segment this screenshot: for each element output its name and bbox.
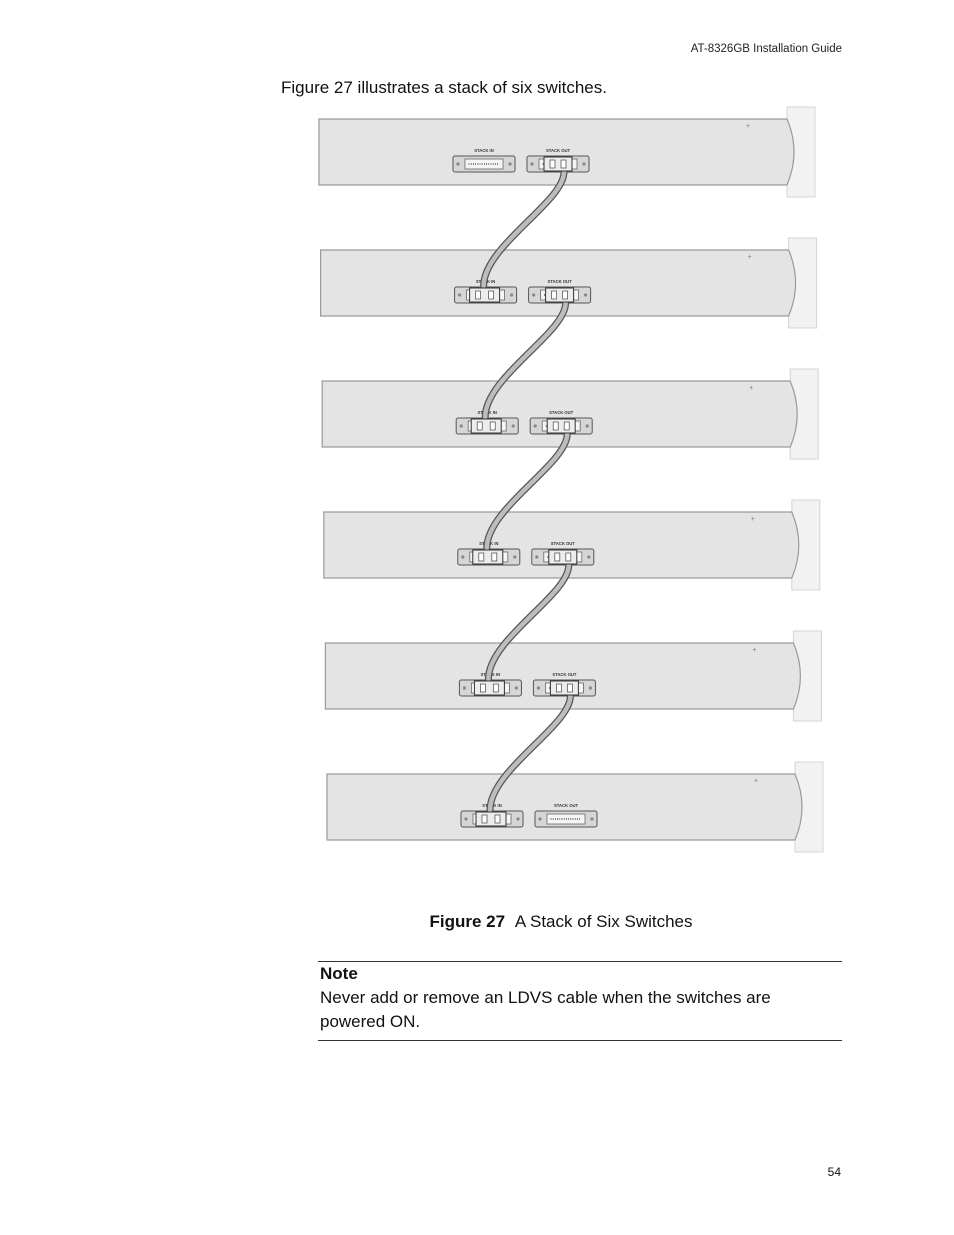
port-screw	[587, 555, 590, 558]
stack-out-label: STACK OUT	[547, 279, 572, 284]
stack-in-label: STACK IN	[474, 148, 494, 153]
port-screw	[512, 424, 515, 427]
port-screw	[513, 555, 516, 558]
cable-plug-in	[473, 550, 503, 564]
cable-plug-out	[546, 288, 574, 302]
port-screw	[458, 293, 461, 296]
switch-2	[321, 238, 817, 328]
port-screw	[456, 162, 459, 165]
switch-4	[324, 500, 820, 590]
stack-out-label: STACK OUT	[553, 803, 579, 808]
port-screw	[460, 424, 463, 427]
screw-mark: +	[746, 123, 751, 130]
note-box	[318, 961, 842, 1041]
screw-mark: +	[752, 647, 757, 654]
port-screw	[464, 817, 467, 820]
port-screw	[463, 686, 466, 689]
note-title: Note	[320, 964, 358, 983]
cable-plug-in	[476, 812, 506, 826]
port-screw	[590, 817, 593, 820]
cable-plug-in	[474, 681, 504, 695]
switch-3	[322, 369, 818, 459]
stack-in-label: STACK IN	[479, 541, 499, 546]
cable-plug-out	[550, 681, 578, 695]
screw-mark: +	[754, 778, 759, 785]
port-screw	[582, 162, 585, 165]
stack-in-label: STACK IN	[482, 803, 502, 808]
stack-out-label: STACK OUT	[552, 672, 577, 677]
figure-caption-title: A Stack of Six Switches	[514, 912, 693, 931]
figure-caption-label: Figure 27	[429, 912, 506, 931]
stack-in-label: STACK IN	[477, 410, 497, 415]
screw-mark: +	[749, 385, 754, 392]
switch-1	[319, 107, 815, 197]
port-screw	[515, 686, 518, 689]
port-screw	[586, 424, 589, 427]
port-screw	[538, 817, 541, 820]
stack-in-label: STACK IN	[475, 279, 496, 284]
stack-in-label: STACK IN	[480, 672, 501, 677]
stack-out-label: STACK OUT	[550, 541, 575, 546]
cable-plug-out	[549, 550, 577, 564]
port-screw	[508, 162, 511, 165]
port-screw	[532, 293, 535, 296]
stack-out-label: STACK OUT	[549, 410, 574, 415]
note-text: Never add or remove an LDVS cable when the switches are powered ON.	[320, 988, 771, 1031]
figure-caption	[0, 912, 954, 932]
port-screw	[534, 424, 537, 427]
port-screw	[584, 293, 587, 296]
stack-out-label: STACK OUT	[545, 148, 571, 153]
switch-6	[327, 762, 823, 852]
cable-plug-in	[470, 288, 500, 302]
port-screw	[461, 555, 464, 558]
intro-paragraph: Figure 27 illustrates a stack of six switches.	[281, 78, 607, 97]
stack-figure	[300, 100, 830, 860]
port-screw	[589, 686, 592, 689]
screw-mark: +	[747, 254, 752, 261]
port-screw	[516, 817, 519, 820]
switch-5	[325, 631, 821, 721]
port-screw	[537, 686, 540, 689]
cable-plug-in	[471, 419, 501, 433]
running-header: AT-8326GB Installation Guide	[690, 43, 842, 55]
port-screw	[510, 293, 513, 296]
page-number: 54	[827, 1165, 841, 1179]
screw-mark: +	[750, 516, 755, 523]
port-screw	[535, 555, 538, 558]
cable-plug-out	[547, 419, 575, 433]
port-screw	[530, 162, 533, 165]
cable-plug-out	[544, 157, 572, 171]
